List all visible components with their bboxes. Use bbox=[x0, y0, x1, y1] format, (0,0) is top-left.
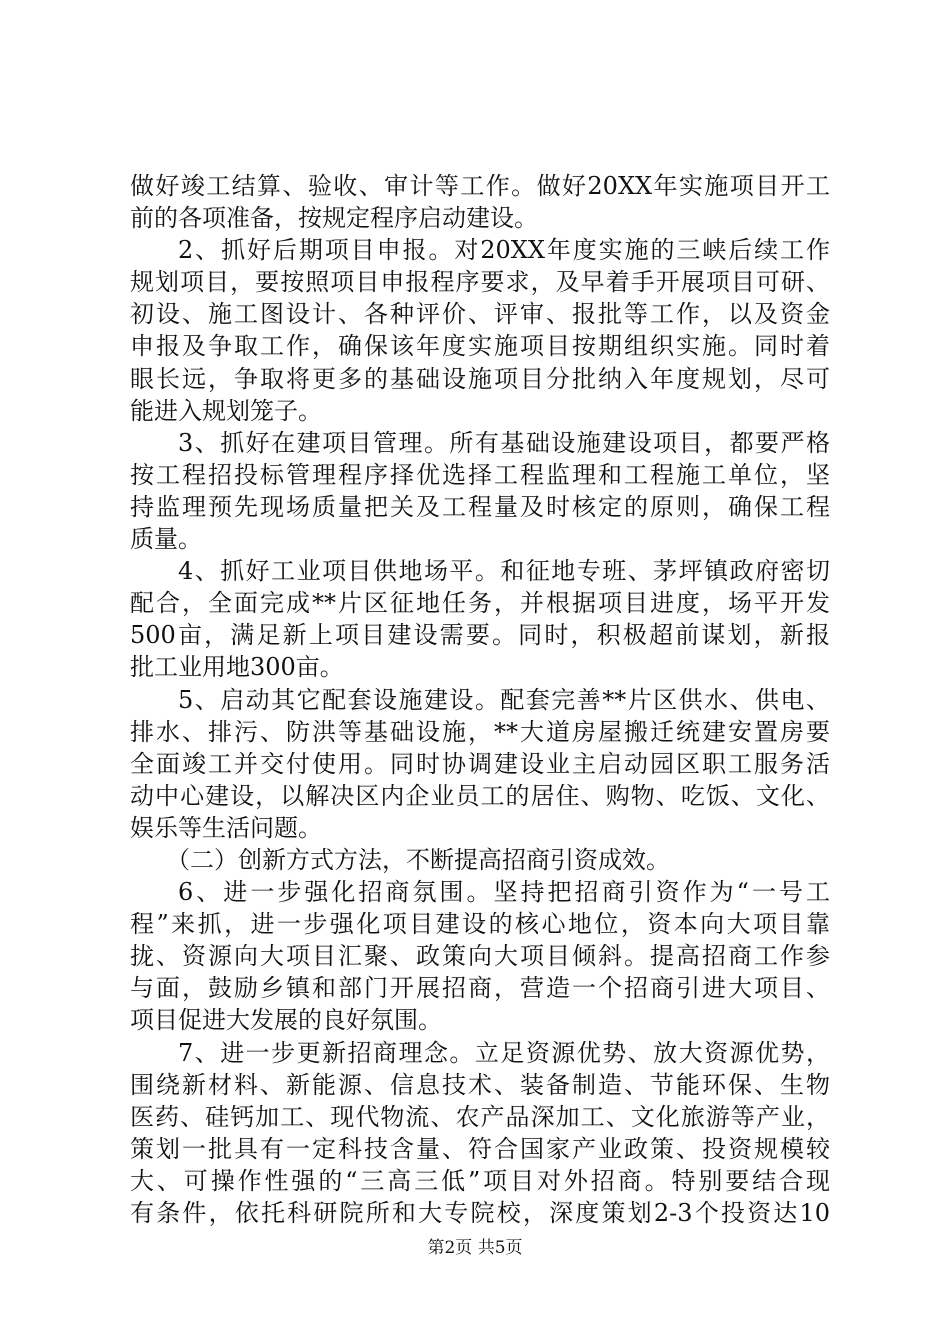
text-line: 有条件，依托科研院所和大专院校，深度策划2-3个投资达10 bbox=[130, 1199, 830, 1227]
text-line: 按工程招投标管理程序择优选择工程监理和工程施工单位，坚 bbox=[130, 460, 830, 489]
page-number-footer: 第2页 共5页 bbox=[427, 1238, 523, 1258]
text-line: （二）创新方式方法，不断提高招商引资成效。 bbox=[166, 845, 670, 874]
text-line: 500亩，满足新上项目建设需要。同时，积极超前谋划，新报 bbox=[130, 621, 830, 650]
text-line: 大、可操作性强的“三高三低”项目对外招商。特别要结合现 bbox=[130, 1166, 830, 1195]
text-line: 2、抓好后期项目申报。对20XX年度实施的三峡后续工作 bbox=[178, 236, 830, 265]
text-line: 做好竣工结算、验收、审计等工作。做好20XX年实施项目开工 bbox=[130, 172, 830, 200]
text-line: 质量。 bbox=[130, 525, 202, 554]
text-line: 能进入规划笼子。 bbox=[130, 396, 322, 425]
text-line: 初设、施工图设计、各种评价、评审、报批等工作，以及资金 bbox=[130, 300, 830, 329]
text-line: 持监理预先现场质量把关及工程量及时核定的原则，确保工程 bbox=[130, 492, 830, 521]
text-line: 批工业用地300亩。 bbox=[130, 653, 344, 682]
text-line: 配合，全面完成**片区征地任务，并根据项目进度，场平开发 bbox=[130, 589, 830, 618]
text-line: 医药、硅钙加工、现代物流、农产品深加工、文化旅游等产业， bbox=[130, 1102, 830, 1131]
text-line: 眼长远，争取将更多的基础设施项目分批纳入年度规划，尽可 bbox=[130, 364, 830, 393]
text-line: 程”来抓，进一步强化项目建设的核心地位，资本向大项目靠 bbox=[130, 910, 830, 939]
text-line: 4、抓好工业项目供地场平。和征地专班、茅坪镇政府密切 bbox=[178, 557, 830, 586]
text-line: 动中心建设，以解决区内企业员工的居住、购物、吃饭、文化、 bbox=[130, 781, 830, 810]
document-body bbox=[130, 170, 830, 1229]
text-line: 拢、资源向大项目汇聚、政策向大项目倾斜。提高招商工作参 bbox=[130, 942, 830, 971]
text-line: 策划一批具有一定科技含量、符合国家产业政策、投资规模较 bbox=[130, 1134, 830, 1163]
text-line: 规划项目，要按照项目申报程序要求，及早着手开展项目可研、 bbox=[130, 268, 830, 297]
text-line: 3、抓好在建项目管理。所有基础设施建设项目，都要严格 bbox=[178, 428, 830, 457]
text-line: 5、启动其它配套设施建设。配套完善**片区供水、供电、 bbox=[178, 685, 830, 714]
text-line: 围绕新材料、新能源、信息技术、装备制造、节能环保、生物 bbox=[130, 1070, 830, 1099]
text-line: 娱乐等生活问题。 bbox=[130, 813, 322, 842]
text-line: 排水、排污、防洪等基础设施，**大道房屋搬迁统建安置房要 bbox=[130, 717, 830, 746]
text-line: 全面竣工并交付使用。同时协调建设业主启动园区职工服务活 bbox=[130, 749, 830, 778]
text-line: 项目促进大发展的良好氛围。 bbox=[130, 1006, 442, 1035]
text-line: 6、进一步强化招商氛围。坚持把招商引资作为“一号工 bbox=[178, 878, 830, 907]
text-line: 7、进一步更新招商理念。立足资源优势、放大资源优势， bbox=[178, 1038, 830, 1067]
text-line: 与面，鼓励乡镇和部门开展招商，营造一个招商引进大项目、 bbox=[130, 974, 830, 1003]
text-line: 前的各项准备，按规定程序启动建设。 bbox=[130, 204, 538, 233]
text-line: 申报及争取工作，确保该年度实施项目按期组织实施。同时着 bbox=[130, 332, 830, 361]
